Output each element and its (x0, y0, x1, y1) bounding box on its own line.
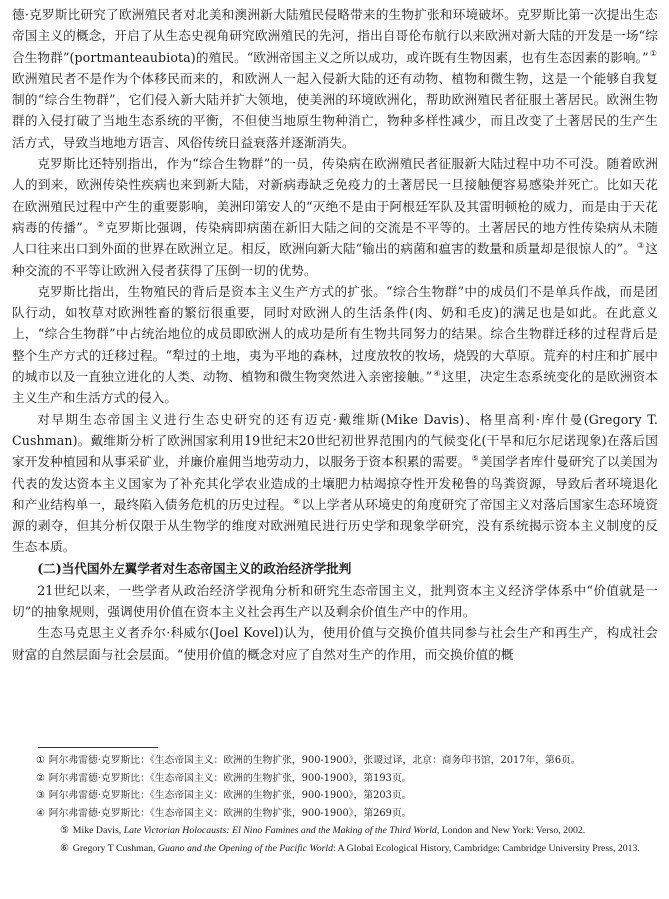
paragraph-text: 克罗斯比还特别指出，作为“综合生物群”的一员，传染病在欧洲殖民者征服新大陆过程中功不可没。随着欧洲人的到来，欧洲传染性疾病也来到新大陆，对新病毒缺乏免疫力的土著居民一旦接触便容易感染并死亡。比如天花在欧洲殖民过程中产生的重要影响，美洲印第安人的“灭绝不是由于阿根廷军队及其雷明顿枪的威力，而是由于天花病毒的传播”。 (12, 156, 658, 235)
footnote-divider (38, 747, 158, 748)
paragraph-text: 生态马克思主义者乔尔·科威尔(Joel Kovel)认为，使用价值与交换价值共同参与社会生产和再生产，构成社会财富的自然层面与社会层面。“使用价值的概念对应了自然对生产的作用，而交换价值的概 (12, 625, 658, 662)
footnote-text: , London and New York: Verso, 2002. (436, 825, 586, 837)
body-text-top (12, 4, 658, 558)
footnote (12, 805, 658, 823)
footnote-text: 阿尔弗雷德·克罗斯比：《生态帝国主义：欧洲的生物扩张，900-1900》，第203页。 (48, 790, 412, 802)
paragraph-text: 欧洲殖民者不是作为个体移民而来的，和欧洲人一起入侵新大陆的还有动物、植物和微生物，这是一个能够自我复制的“综合生物群”，它们侵入新大陆并扩大领地，使美洲的环境欧洲化，帮助欧洲殖民者征服土著居民。欧洲生物群的入侵打破了当地生态系统的平衡，不但使当地原生物种消亡，物种多样性减少，而且改变了土著居民的生产生活方式，导致当地地方语言、风俗传统日益衰落并逐渐消失。 (12, 70, 658, 150)
footnote-text: : A Global Ecological History, Cambridge: Cambridge University Press, 2013. (333, 842, 640, 854)
footnote-number: ⑤ (60, 825, 69, 837)
paragraph-text: 克罗斯比强调，传染病即病菌在新旧大陆之间的交流是不平等的。土著居民的地方性传染病从未随人口往来出口到外面的世界在欧洲立足。相反，欧洲向新大陆“输出的病菌和瘟害的数量和质量却是很惊人的”。 (12, 219, 658, 257)
footnote-reference: ③ (636, 241, 645, 251)
footnote-reference: ⑥ (293, 496, 301, 506)
footnote (12, 787, 658, 805)
paragraph-text: 对早期生态帝国主义进行生态史研究的还有迈克·戴维斯(Mike Davis)、格里高利·库什曼(Gregory T. Cushman)。戴维斯分析了欧洲国家利用19世纪末20世纪初世界范围内的气候变化(干旱和厄尔尼诺现象)在落后国家开发种植园和从事采矿业，并廉价雇佣当地劳动力，以服务于资本积累的需要。 (12, 411, 658, 470)
footnote-number: ④ (36, 807, 45, 819)
footnote-reference: ④ (433, 368, 441, 378)
paragraph-text: 美国学者库什曼研究了以美国为代表的发达资本主义国家为了补充其化学农业造成的土壤肥力枯竭掠夺性开发秘鲁的鸟粪资源，导致后者环境退化和产业结构单一，最终陷入债务危机的历史过程。 (12, 454, 658, 512)
footnote-text: 阿尔弗雷德·克罗斯比：《生态帝国主义：欧洲的生物扩张，900-1900》，第193页。 (48, 772, 412, 784)
body-text-bottom (12, 580, 658, 665)
footnote-number: ① (36, 755, 45, 766)
paragraph (12, 409, 658, 558)
paragraph (12, 153, 658, 281)
footnote (12, 752, 658, 770)
paragraph-text: 德·克罗斯比研究了欧洲殖民者对北美和澳洲新大陆殖民侵略带来的生物扩张和环境破坏。克罗斯比第一次提出生态帝国主义的概念，开启了从生态史视角研究欧洲殖民的先河，指出自哥伦布航行以来欧洲对新大陆的开发是一场“综合生物群”(portmanteaubiota)的殖民。“欧洲帝国主义之所以成功，或许既有生物因素，也有生态因素的影响。” (12, 7, 658, 65)
footnote-number: ② (36, 772, 45, 784)
paragraph (12, 622, 658, 665)
paragraph-text: 21世纪以来，一些学者从政治经济学视角分析和研究生态帝国主义，批判资本主义经济学体系中“价值就是一切”的抽象规则，强调使用价值在资本主义社会再生产以及剩余价值生产中的作用。 (12, 582, 658, 620)
footnote (12, 840, 658, 858)
paragraph-text: 克罗斯比指出，生物殖民的背后是资本主义生产方式的扩张。“综合生物群”中的成员们不是单兵作战，而是团队行动，如牧草对欧洲牲畜的繁衍很重要，同时对欧洲人的生活条件(肉、奶和毛皮)的满足也是如此。在此意义上，“综合生物群”中占统治地位的成员即欧洲人的成功是所有生物共同努力的结果。综合生物群迁移的过程背后是整个生产方式的迁移过程。“犁过的土地，夷为平地的森林，过度放牧的牧场，烧毁的大草原。荒弃的村庄和扩展中的城市以及一直独立进化的人类、动物、植物和微生物突然进入亲密接触。” (12, 283, 658, 385)
footnote-reference: ① (649, 49, 657, 59)
paragraph-text: 这种交流的不平等让欧洲入侵者获得了压倒一切的优势。 (12, 241, 658, 278)
footnotes (12, 752, 658, 858)
footnote (12, 822, 658, 840)
paragraph-text: 以上学者从环境史的角度研究了帝国主义对落后国家生态环境资源的剥夺，但其分析仅限于从生物学的维度对欧洲殖民进行历史学和现象学研究，没有系统揭示资本主义制度的反生态本质。 (12, 496, 658, 555)
paragraph (12, 4, 658, 153)
footnote-text: Gregory T Cushman, (72, 842, 158, 854)
footnote-reference: ⑤ (471, 454, 479, 464)
footnote-text: Mike Davis, (72, 825, 124, 837)
footnote-title: Guano and the Opening of the Pacific World (157, 842, 334, 854)
paragraph (12, 580, 658, 623)
section-heading: (二)当代国外左翼学者对生态帝国主义的政治经济学批判 (37, 560, 352, 576)
footnote-text: 阿尔弗雷德·克罗斯比：《生态帝国主义：欧洲的生物扩张，900-1900》，第269页。 (48, 807, 412, 819)
paragraph (12, 281, 658, 409)
footnote (12, 770, 658, 788)
footnote-number: ③ (36, 790, 45, 802)
footnote-number: ⑥ (60, 842, 69, 854)
footnote-title: Late Victorian Holocausts: El Nino Famines and the Making of the Third World (123, 825, 437, 837)
paragraph-text: 这里，决定生态系统变化的是欧洲资本主义生产和生活方式的侵入。 (12, 369, 658, 406)
footnote-reference: ② (96, 219, 105, 229)
footnote-text: 阿尔弗雷德·克罗斯比：《生态帝国主义：欧洲的生物扩张，900-1900》，张谡过译，北京：商务印书馆，2017年，第6页。 (48, 755, 581, 766)
